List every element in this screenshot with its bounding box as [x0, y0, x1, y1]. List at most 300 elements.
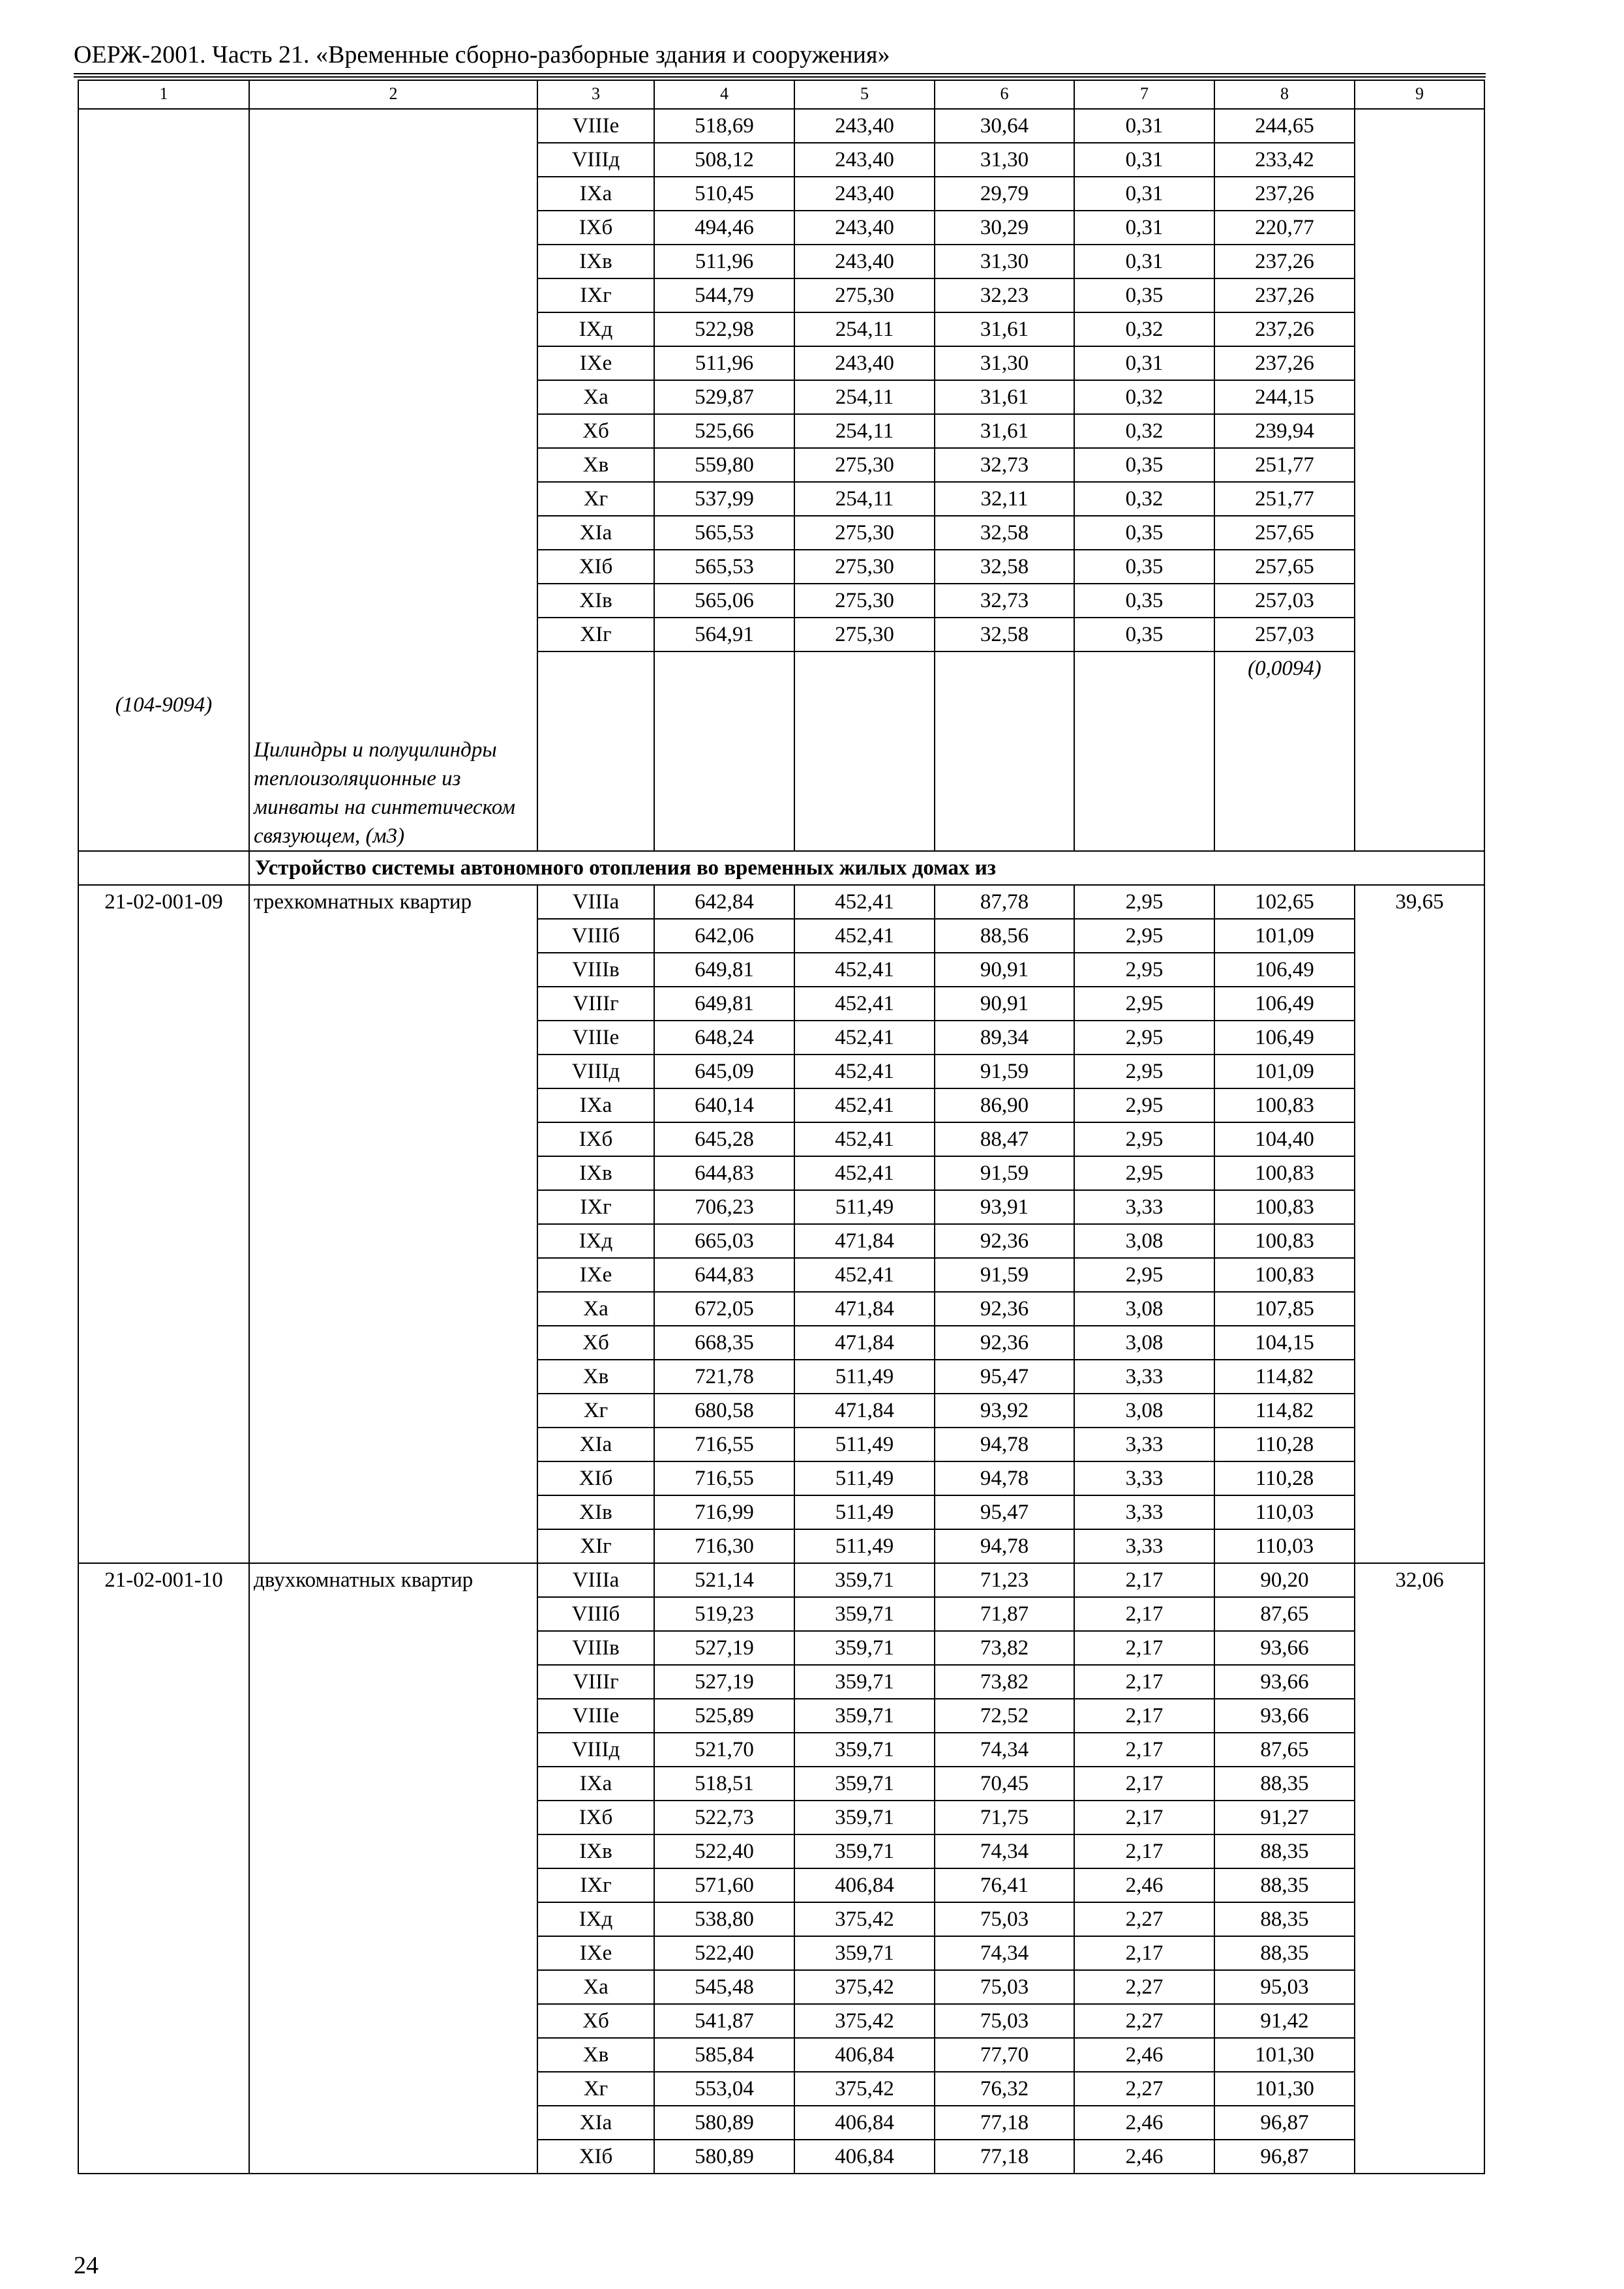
value-cell: 2,17: [1074, 1699, 1214, 1733]
value-cell: 0,35: [1074, 516, 1214, 550]
value-cell: 71,75: [935, 1801, 1074, 1834]
region-zone-cell: XIа: [537, 1428, 654, 1461]
value-cell: 511,96: [654, 346, 794, 380]
value-cell: 3,33: [1074, 1529, 1214, 1563]
value-cell: 471,84: [794, 1394, 935, 1428]
value-cell: 2,95: [1074, 1055, 1214, 1088]
region-zone-cell: XIб: [537, 1461, 654, 1495]
table-row: [78, 885, 1484, 919]
value-cell: 94,78: [935, 1529, 1074, 1563]
page-header-title: ОЕРЖ-2001. Часть 21. «Временные сборно-разборные здания и сооружения»: [74, 41, 890, 68]
value-cell: 2,95: [1074, 987, 1214, 1021]
value-cell: 237,26: [1214, 245, 1355, 278]
value-cell: 96,87: [1214, 2140, 1355, 2174]
region-zone-cell: VIIIд: [537, 1733, 654, 1767]
price-table-container: [78, 80, 1484, 2174]
value-cell: 375,42: [794, 2004, 935, 2038]
value-cell: 100,83: [1214, 1190, 1355, 1224]
section-title: Устройство системы автономного отопления во временных жилых домах из: [249, 851, 1484, 885]
value-cell: 0,35: [1074, 584, 1214, 618]
value-cell: 0,32: [1074, 414, 1214, 448]
value-cell: 644,83: [654, 1258, 794, 1292]
value-cell: 88,56: [935, 919, 1074, 953]
value-cell: 29,79: [935, 177, 1074, 211]
value-cell: 0,31: [1074, 211, 1214, 245]
value-cell: 100,83: [1214, 1088, 1355, 1122]
value-cell: 375,42: [794, 1970, 935, 2004]
value-cell: 257,03: [1214, 618, 1355, 651]
value-cell: 88,35: [1214, 1868, 1355, 1902]
value-cell: 100,83: [1214, 1156, 1355, 1190]
value-cell: 89,34: [935, 1021, 1074, 1055]
value-cell: 452,41: [794, 885, 935, 919]
value-cell: 100,83: [1214, 1258, 1355, 1292]
region-zone-cell: Xа: [537, 380, 654, 414]
value-cell: 94,78: [935, 1428, 1074, 1461]
value-cell: 644,83: [654, 1156, 794, 1190]
region-zone-cell: IXд: [537, 1902, 654, 1936]
value-cell: 102,65: [1214, 885, 1355, 919]
value-cell: 359,71: [794, 1631, 935, 1665]
value-cell: 90,20: [1214, 1563, 1355, 1597]
value-cell: 406,84: [794, 1868, 935, 1902]
value-cell: 3,08: [1074, 1224, 1214, 1258]
value-cell: 471,84: [794, 1224, 935, 1258]
value-cell: 406,84: [794, 2140, 935, 2174]
region-zone-cell: IXб: [537, 211, 654, 245]
region-zone-cell: IXг: [537, 278, 654, 312]
column-number-cell: 9: [1355, 80, 1484, 109]
value-cell: 716,55: [654, 1428, 794, 1461]
value-cell: 508,12: [654, 143, 794, 177]
value-cell: 511,49: [794, 1360, 935, 1394]
rate-code-cell: [78, 109, 249, 851]
value-cell: 2,17: [1074, 1834, 1214, 1868]
value-cell: 32,58: [935, 550, 1074, 584]
value-cell: 31,30: [935, 346, 1074, 380]
value-cell: 672,05: [654, 1292, 794, 1326]
value-cell: 494,46: [654, 211, 794, 245]
value-cell: 93,66: [1214, 1665, 1355, 1699]
value-cell: 239,94: [1214, 414, 1355, 448]
value-cell: 2,17: [1074, 1665, 1214, 1699]
region-zone-cell: IXв: [537, 245, 654, 278]
value-cell: 95,47: [935, 1360, 1074, 1394]
rate-code-cell: 21-02-001-10: [78, 1563, 249, 2174]
value-cell: 3,33: [1074, 1461, 1214, 1495]
value-cell: 721,78: [654, 1360, 794, 1394]
value-cell: 74,34: [935, 1834, 1074, 1868]
value-cell: 2,27: [1074, 2072, 1214, 2106]
value-cell: 275,30: [794, 448, 935, 482]
value-cell: 406,84: [794, 2106, 935, 2140]
value-cell: 375,42: [794, 1902, 935, 1936]
value-cell: 525,89: [654, 1699, 794, 1733]
table-row: [78, 1563, 1484, 1597]
value-cell: 511,49: [794, 1529, 935, 1563]
note-value-cell: [654, 651, 794, 851]
region-zone-cell: XIа: [537, 516, 654, 550]
value-cell: 104,40: [1214, 1122, 1355, 1156]
col9-cell: 39,65: [1355, 885, 1484, 1563]
column-number-cell: 2: [249, 80, 537, 109]
value-cell: 3,33: [1074, 1190, 1214, 1224]
value-cell: 525,66: [654, 414, 794, 448]
resource-code-note: (104-9094): [115, 693, 213, 717]
value-cell: 30,29: [935, 211, 1074, 245]
value-cell: 87,78: [935, 885, 1074, 919]
value-cell: 0,35: [1074, 618, 1214, 651]
value-cell: 237,26: [1214, 312, 1355, 346]
value-cell: 244,15: [1214, 380, 1355, 414]
value-cell: 88,35: [1214, 1936, 1355, 1970]
value-cell: 706,23: [654, 1190, 794, 1224]
value-cell: 645,28: [654, 1122, 794, 1156]
value-cell: 93,91: [935, 1190, 1074, 1224]
value-cell: 275,30: [794, 278, 935, 312]
value-cell: 257,03: [1214, 584, 1355, 618]
header-double-rule: [74, 73, 1486, 78]
value-cell: 359,71: [794, 1699, 935, 1733]
value-cell: 511,49: [794, 1461, 935, 1495]
region-zone-cell: Xа: [537, 1970, 654, 2004]
region-zone-cell: Xв: [537, 1360, 654, 1394]
value-cell: 114,82: [1214, 1360, 1355, 1394]
value-cell: 254,11: [794, 312, 935, 346]
value-cell: 3,08: [1074, 1326, 1214, 1360]
value-cell: 511,49: [794, 1428, 935, 1461]
note-value-cell: [1214, 651, 1355, 851]
region-zone-cell: VIIIб: [537, 919, 654, 953]
value-cell: 522,98: [654, 312, 794, 346]
value-cell: 91,42: [1214, 2004, 1355, 2038]
value-cell: 522,40: [654, 1936, 794, 1970]
value-cell: 257,65: [1214, 550, 1355, 584]
value-cell: 541,87: [654, 2004, 794, 2038]
value-cell: 73,82: [935, 1665, 1074, 1699]
value-cell: 251,77: [1214, 448, 1355, 482]
value-cell: 92,36: [935, 1326, 1074, 1360]
value-cell: 254,11: [794, 414, 935, 448]
region-zone-cell: VIIIе: [537, 1699, 654, 1733]
value-cell: 537,99: [654, 482, 794, 516]
value-cell: 553,04: [654, 2072, 794, 2106]
value-cell: 518,51: [654, 1767, 794, 1801]
value-cell: 511,49: [794, 1495, 935, 1529]
value-cell: 511,49: [794, 1190, 935, 1224]
value-cell: 580,89: [654, 2140, 794, 2174]
region-zone-cell: Xг: [537, 482, 654, 516]
value-cell: 538,80: [654, 1902, 794, 1936]
region-zone-cell: IXг: [537, 1190, 654, 1224]
value-cell: 87,65: [1214, 1733, 1355, 1767]
value-cell: 2,27: [1074, 2004, 1214, 2038]
value-cell: 87,65: [1214, 1597, 1355, 1631]
price-table-body: [78, 80, 1484, 2174]
value-cell: 0,31: [1074, 177, 1214, 211]
value-cell: 233,42: [1214, 143, 1355, 177]
value-cell: 104,15: [1214, 1326, 1355, 1360]
rate-name-cell: [249, 109, 537, 851]
value-cell: 565,06: [654, 584, 794, 618]
value-cell: 75,03: [935, 1970, 1074, 2004]
value-cell: 668,35: [654, 1326, 794, 1360]
value-cell: 406,84: [794, 2038, 935, 2072]
value-cell: 77,70: [935, 2038, 1074, 2072]
value-cell: 254,11: [794, 482, 935, 516]
value-cell: 2,46: [1074, 2038, 1214, 2072]
value-cell: 275,30: [794, 550, 935, 584]
value-cell: 275,30: [794, 618, 935, 651]
value-cell: 3,33: [1074, 1428, 1214, 1461]
value-cell: 70,45: [935, 1767, 1074, 1801]
price-table: [78, 80, 1485, 2174]
value-cell: 2,95: [1074, 1258, 1214, 1292]
value-cell: 359,71: [794, 1936, 935, 1970]
region-zone-cell: XIв: [537, 1495, 654, 1529]
value-cell: 3,08: [1074, 1292, 1214, 1326]
value-cell: 521,14: [654, 1563, 794, 1597]
rate-name-cell: трехкомнатных квартир: [249, 885, 537, 1563]
value-cell: 91,59: [935, 1055, 1074, 1088]
value-cell: 110,03: [1214, 1495, 1355, 1529]
value-cell: 100,83: [1214, 1224, 1355, 1258]
region-zone-cell: XIа: [537, 2106, 654, 2140]
value-cell: 359,71: [794, 1767, 935, 1801]
value-cell: 31,30: [935, 245, 1074, 278]
column-number-cell: 1: [78, 80, 249, 109]
region-zone-cell: IXб: [537, 1122, 654, 1156]
value-cell: 645,09: [654, 1055, 794, 1088]
region-zone-cell: VIIIд: [537, 143, 654, 177]
value-cell: 452,41: [794, 919, 935, 953]
value-cell: 2,95: [1074, 1088, 1214, 1122]
region-zone-cell: VIIIд: [537, 1055, 654, 1088]
value-cell: 2,95: [1074, 1122, 1214, 1156]
value-cell: 243,40: [794, 245, 935, 278]
value-cell: 88,47: [935, 1122, 1074, 1156]
value-cell: 32,23: [935, 278, 1074, 312]
value-cell: 359,71: [794, 1733, 935, 1767]
value-cell: 544,79: [654, 278, 794, 312]
region-zone-cell: IXв: [537, 1834, 654, 1868]
value-cell: 86,90: [935, 1088, 1074, 1122]
value-cell: 77,18: [935, 2140, 1074, 2174]
value-cell: 522,73: [654, 1801, 794, 1834]
region-zone-cell: XIб: [537, 2140, 654, 2174]
value-cell: 642,84: [654, 885, 794, 919]
value-cell: 275,30: [794, 584, 935, 618]
region-zone-cell: Xв: [537, 448, 654, 482]
value-cell: 243,40: [794, 177, 935, 211]
value-cell: 522,40: [654, 1834, 794, 1868]
value-cell: 2,46: [1074, 1868, 1214, 1902]
note-value-cell: [1074, 651, 1214, 851]
value-cell: 92,36: [935, 1224, 1074, 1258]
value-cell: 92,36: [935, 1292, 1074, 1326]
value-cell: 511,96: [654, 245, 794, 278]
value-cell: 452,41: [794, 1021, 935, 1055]
resource-rate-note: (0,0094): [1248, 657, 1321, 680]
value-cell: 76,32: [935, 2072, 1074, 2106]
region-zone-cell: VIIIб: [537, 1597, 654, 1631]
region-zone-cell: IXд: [537, 1224, 654, 1258]
value-cell: 101,30: [1214, 2038, 1355, 2072]
value-cell: 545,48: [654, 1970, 794, 2004]
region-zone-cell: VIIIг: [537, 1665, 654, 1699]
value-cell: 107,85: [1214, 1292, 1355, 1326]
value-cell: 220,77: [1214, 211, 1355, 245]
value-cell: 642,06: [654, 919, 794, 953]
value-cell: 76,41: [935, 1868, 1074, 1902]
region-zone-cell: VIIIв: [537, 953, 654, 987]
value-cell: 2,17: [1074, 1936, 1214, 1970]
value-cell: 527,19: [654, 1631, 794, 1665]
rate-code-cell: 21-02-001-09: [78, 885, 249, 1563]
value-cell: 114,82: [1214, 1394, 1355, 1428]
value-cell: 110,03: [1214, 1529, 1355, 1563]
value-cell: 77,18: [935, 2106, 1074, 2140]
value-cell: 101,30: [1214, 2072, 1355, 2106]
value-cell: 2,95: [1074, 953, 1214, 987]
value-cell: 559,80: [654, 448, 794, 482]
value-cell: 565,53: [654, 550, 794, 584]
value-cell: 2,95: [1074, 1021, 1214, 1055]
region-zone-cell: IXг: [537, 1868, 654, 1902]
value-cell: 31,61: [935, 312, 1074, 346]
value-cell: 110,28: [1214, 1428, 1355, 1461]
value-cell: 93,92: [935, 1394, 1074, 1428]
value-cell: 74,34: [935, 1936, 1074, 1970]
value-cell: 529,87: [654, 380, 794, 414]
value-cell: 518,69: [654, 109, 794, 143]
value-cell: 2,27: [1074, 1970, 1214, 2004]
region-zone-cell: VIIIг: [537, 987, 654, 1021]
value-cell: 237,26: [1214, 177, 1355, 211]
value-cell: 565,53: [654, 516, 794, 550]
value-cell: 257,65: [1214, 516, 1355, 550]
region-zone-cell: IXб: [537, 1801, 654, 1834]
value-cell: 680,58: [654, 1394, 794, 1428]
value-cell: 471,84: [794, 1292, 935, 1326]
section-row: [78, 851, 1484, 885]
region-zone-cell: VIIIе: [537, 109, 654, 143]
value-cell: 359,71: [794, 1834, 935, 1868]
value-cell: 32,73: [935, 448, 1074, 482]
table-row: [78, 109, 1484, 143]
value-cell: 90,91: [935, 987, 1074, 1021]
value-cell: 3,08: [1074, 1394, 1214, 1428]
col9-cell: 32,06: [1355, 1563, 1484, 2174]
value-cell: 30,64: [935, 109, 1074, 143]
value-cell: 521,70: [654, 1733, 794, 1767]
value-cell: 2,46: [1074, 2140, 1214, 2174]
value-cell: 359,71: [794, 1801, 935, 1834]
region-zone-cell: VIIIв: [537, 1631, 654, 1665]
value-cell: 585,84: [654, 2038, 794, 2072]
value-cell: 0,32: [1074, 312, 1214, 346]
value-cell: 571,60: [654, 1868, 794, 1902]
region-zone-cell: IXв: [537, 1156, 654, 1190]
col9-cell: [1355, 109, 1484, 851]
value-cell: 106,49: [1214, 987, 1355, 1021]
value-cell: 243,40: [794, 211, 935, 245]
value-cell: 110,28: [1214, 1461, 1355, 1495]
value-cell: 452,41: [794, 953, 935, 987]
value-cell: 580,89: [654, 2106, 794, 2140]
value-cell: 94,78: [935, 1461, 1074, 1495]
value-cell: 471,84: [794, 1326, 935, 1360]
value-cell: 2,95: [1074, 919, 1214, 953]
value-cell: 452,41: [794, 1122, 935, 1156]
value-cell: 527,19: [654, 1665, 794, 1699]
value-cell: 243,40: [794, 143, 935, 177]
value-cell: 32,73: [935, 584, 1074, 618]
value-cell: 452,41: [794, 1156, 935, 1190]
value-cell: 2,17: [1074, 1767, 1214, 1801]
region-zone-cell: Xг: [537, 2072, 654, 2106]
value-cell: 31,61: [935, 414, 1074, 448]
region-zone-cell: XIб: [537, 550, 654, 584]
note-value-cell: [537, 651, 654, 851]
value-cell: 106,49: [1214, 1021, 1355, 1055]
region-zone-cell: IXе: [537, 346, 654, 380]
value-cell: 519,23: [654, 1597, 794, 1631]
value-cell: 88,35: [1214, 1834, 1355, 1868]
region-zone-cell: IXа: [537, 1088, 654, 1122]
value-cell: 2,17: [1074, 1733, 1214, 1767]
region-zone-cell: VIIIа: [537, 1563, 654, 1597]
region-zone-cell: Xг: [537, 1394, 654, 1428]
value-cell: 452,41: [794, 1088, 935, 1122]
value-cell: 275,30: [794, 516, 935, 550]
value-cell: 2,17: [1074, 1631, 1214, 1665]
value-cell: 0,31: [1074, 346, 1214, 380]
value-cell: 3,33: [1074, 1495, 1214, 1529]
value-cell: 0,35: [1074, 278, 1214, 312]
note-value-cell: [935, 651, 1074, 851]
value-cell: 665,03: [654, 1224, 794, 1258]
value-cell: 31,61: [935, 380, 1074, 414]
region-zone-cell: XIг: [537, 618, 654, 651]
region-zone-cell: IXд: [537, 312, 654, 346]
value-cell: 95,03: [1214, 1970, 1355, 2004]
region-zone-cell: Xа: [537, 1292, 654, 1326]
value-cell: 71,23: [935, 1563, 1074, 1597]
value-cell: 88,35: [1214, 1767, 1355, 1801]
value-cell: 648,24: [654, 1021, 794, 1055]
region-zone-cell: Xб: [537, 2004, 654, 2038]
region-zone-cell: Xб: [537, 414, 654, 448]
value-cell: 32,58: [935, 516, 1074, 550]
column-number-cell: 5: [794, 80, 935, 109]
value-cell: 2,17: [1074, 1563, 1214, 1597]
value-cell: 2,27: [1074, 1902, 1214, 1936]
value-cell: 716,30: [654, 1529, 794, 1563]
value-cell: 452,41: [794, 987, 935, 1021]
value-cell: 237,26: [1214, 278, 1355, 312]
page-number: 24: [74, 2252, 98, 2279]
value-cell: 32,58: [935, 618, 1074, 651]
value-cell: 72,52: [935, 1699, 1074, 1733]
value-cell: 95,47: [935, 1495, 1074, 1529]
value-cell: 251,77: [1214, 482, 1355, 516]
value-cell: 2,95: [1074, 1156, 1214, 1190]
region-zone-cell: Xб: [537, 1326, 654, 1360]
value-cell: 237,26: [1214, 346, 1355, 380]
region-zone-cell: Xв: [537, 2038, 654, 2072]
value-cell: 0,35: [1074, 550, 1214, 584]
